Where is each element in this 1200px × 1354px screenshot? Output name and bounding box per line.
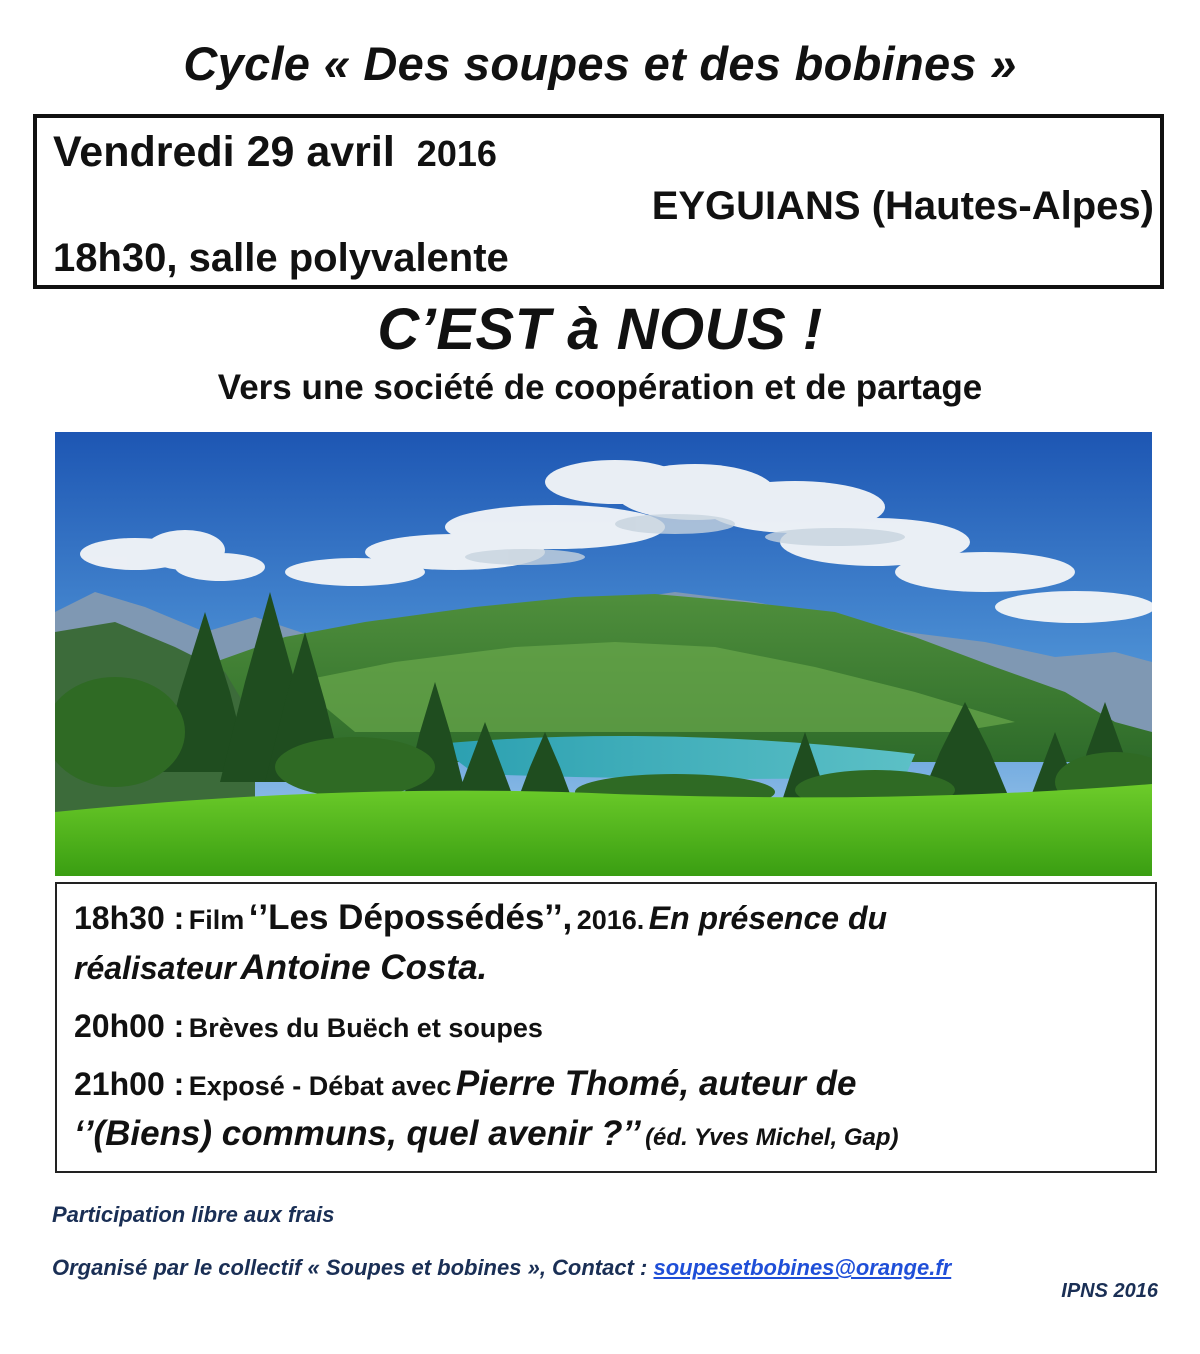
programme-kind: Film bbox=[188, 905, 245, 935]
programme-kind: Exposé - Débat avec bbox=[188, 1071, 452, 1101]
event-date: Vendredi 29 avril bbox=[53, 128, 395, 176]
director-name: Antoine Costa. bbox=[240, 948, 488, 987]
film-year: 2016. bbox=[576, 905, 645, 935]
event-venue: , salle polyvalente bbox=[166, 236, 509, 280]
programme-text: Brèves du Buëch et soupes bbox=[188, 1013, 543, 1043]
programme-time: 21h00 : bbox=[74, 1066, 185, 1102]
subheadline: Vers une société de coopération et de partage bbox=[217, 368, 983, 407]
landscape-photo bbox=[55, 432, 1152, 876]
event-info-box bbox=[33, 114, 1164, 289]
participation-note: Participation libre aux frais bbox=[52, 1202, 335, 1227]
organiser-text: Organisé par le collectif « Soupes et bobines », Contact : bbox=[52, 1255, 648, 1280]
book-publisher: (éd. Yves Michel, Gap) bbox=[645, 1124, 899, 1151]
event-date-line bbox=[53, 128, 497, 177]
programme-time: 20h00 : bbox=[74, 1008, 185, 1044]
event-time: 18h30 bbox=[53, 236, 167, 280]
book-title: ‘’(Biens) communs, quel avenir ?’’ bbox=[74, 1114, 641, 1153]
programme-item-film-director bbox=[74, 948, 487, 988]
organiser-line bbox=[52, 1255, 951, 1281]
headline: C’EST à NOUS ! bbox=[377, 297, 823, 362]
ipns-note: IPNS 2016 bbox=[1061, 1280, 1158, 1302]
event-location: EYGUIANS (Hautes-Alpes) bbox=[651, 184, 1154, 228]
event-time-line bbox=[53, 236, 509, 281]
programme-item-soups bbox=[74, 1008, 543, 1045]
series-title: Cycle « Des soupes et des bobines » bbox=[183, 37, 1017, 90]
programme-item-debate bbox=[74, 1064, 856, 1104]
film-note: En présence du bbox=[648, 900, 888, 936]
programme-item-film bbox=[74, 898, 887, 938]
programme-time: 18h30 : bbox=[74, 900, 185, 936]
film-title: ‘’Les Dépossédés’’, bbox=[248, 898, 573, 937]
director-role: réalisateur bbox=[74, 950, 236, 986]
contact-email-link[interactable]: soupesetbobines@orange.fr bbox=[653, 1255, 952, 1280]
programme-box bbox=[55, 882, 1157, 1173]
event-year: 2016 bbox=[416, 133, 497, 174]
speaker: Pierre Thomé, auteur de bbox=[455, 1064, 857, 1103]
programme-item-book bbox=[74, 1114, 898, 1154]
